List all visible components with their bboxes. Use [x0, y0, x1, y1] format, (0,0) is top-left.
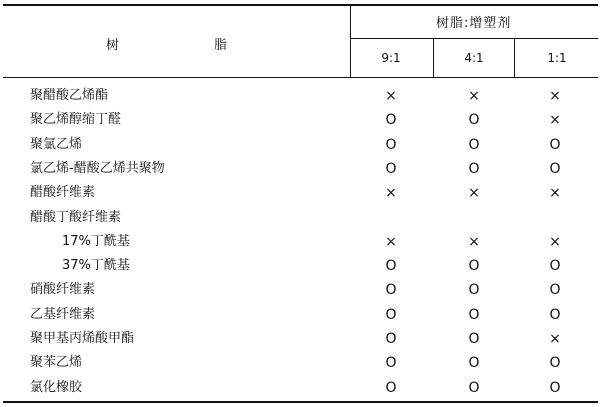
incompatible-mark: × [549, 185, 561, 202]
table-row [0, 206, 601, 230]
compatible-mark: O [385, 160, 397, 177]
table-row [0, 376, 601, 400]
compatible-mark: O [385, 331, 397, 347]
resin-header-char-2: 脂 [214, 38, 229, 53]
resin-name: 硝酸纤维素 [30, 282, 96, 298]
incompatible-mark: × [468, 88, 480, 104]
ratio-group-title: 树脂:增塑剂 [436, 16, 512, 31]
resin-name: 氯化橡胶 [30, 379, 83, 395]
resin-name: 乙基纤维素 [30, 306, 96, 322]
compatible-mark: O [549, 379, 561, 396]
table-row [0, 230, 601, 254]
resin-name: 聚氯乙烯 [30, 136, 83, 152]
compatible-mark: O [549, 258, 561, 275]
compatible-mark: O [385, 306, 397, 323]
incompatible-mark: × [549, 331, 561, 347]
resin-name: 聚醋酸乙烯酯 [30, 88, 109, 103]
compatible-mark: O [385, 258, 397, 275]
incompatible-mark: × [468, 233, 480, 250]
compatible-mark: O [468, 306, 480, 323]
ratio-header-1-1: 1:1 [547, 51, 567, 65]
table-row [0, 84, 601, 108]
resin-header-char-1: 树 [106, 38, 121, 53]
incompatible-mark: × [385, 88, 397, 104]
compatible-mark: O [549, 282, 561, 299]
ratio-col-divider-2 [514, 38, 515, 78]
resin-col-divider [350, 5, 351, 78]
header-mid-rule [350, 38, 598, 39]
compatible-mark: O [549, 136, 561, 153]
table-row [0, 157, 601, 181]
compatible-mark: O [549, 160, 561, 177]
compatible-mark: O [468, 331, 480, 347]
table-row [0, 303, 601, 327]
table-row [0, 133, 601, 157]
table-bottom-rule [3, 401, 598, 403]
compatible-mark: O [468, 136, 480, 153]
ratio-col-divider-1 [433, 38, 434, 78]
compatible-mark: O [549, 355, 561, 372]
incompatible-mark: × [549, 112, 561, 129]
resin-name: 醋酸纤维素 [30, 185, 96, 201]
table-row [0, 327, 601, 351]
incompatible-mark: × [385, 185, 397, 202]
compatible-mark: O [385, 136, 397, 153]
resin-name: 聚甲基丙烯酸甲酯 [30, 331, 135, 346]
incompatible-mark: × [549, 233, 561, 250]
table-top-rule [3, 4, 598, 6]
resin-name: 聚苯乙烯 [30, 355, 83, 371]
table-row [0, 108, 601, 132]
compatible-mark: O [385, 112, 397, 129]
header-bottom-rule [3, 77, 598, 78]
incompatible-mark: × [549, 88, 561, 104]
compatible-mark: O [385, 355, 397, 372]
compatible-mark: O [468, 160, 480, 177]
compatible-mark: O [385, 282, 397, 299]
compatible-mark: O [468, 282, 480, 299]
compatible-mark: O [549, 306, 561, 323]
incompatible-mark: × [468, 185, 480, 202]
compatible-mark: O [468, 379, 480, 396]
compatible-mark: O [468, 355, 480, 372]
resin-name: 37%丁酰基 [62, 258, 130, 274]
incompatible-mark: × [385, 233, 397, 250]
resin-name: 氯乙烯-醋酸乙烯共聚物 [30, 160, 165, 176]
compatible-mark: O [468, 258, 480, 275]
ratio-header-9-1: 9:1 [381, 51, 401, 65]
resin-name: 醋酸丁酸纤维素 [30, 209, 122, 225]
table-row [0, 278, 601, 302]
compatible-mark: O [385, 379, 397, 396]
table-row [0, 351, 601, 375]
table-row [0, 181, 601, 205]
resin-name: 聚乙烯醇缩丁醛 [30, 112, 122, 128]
compatible-mark: O [468, 112, 480, 129]
table-row [0, 254, 601, 278]
ratio-header-4-1: 4:1 [464, 51, 484, 65]
resin-name: 17%丁酰基 [62, 233, 130, 249]
